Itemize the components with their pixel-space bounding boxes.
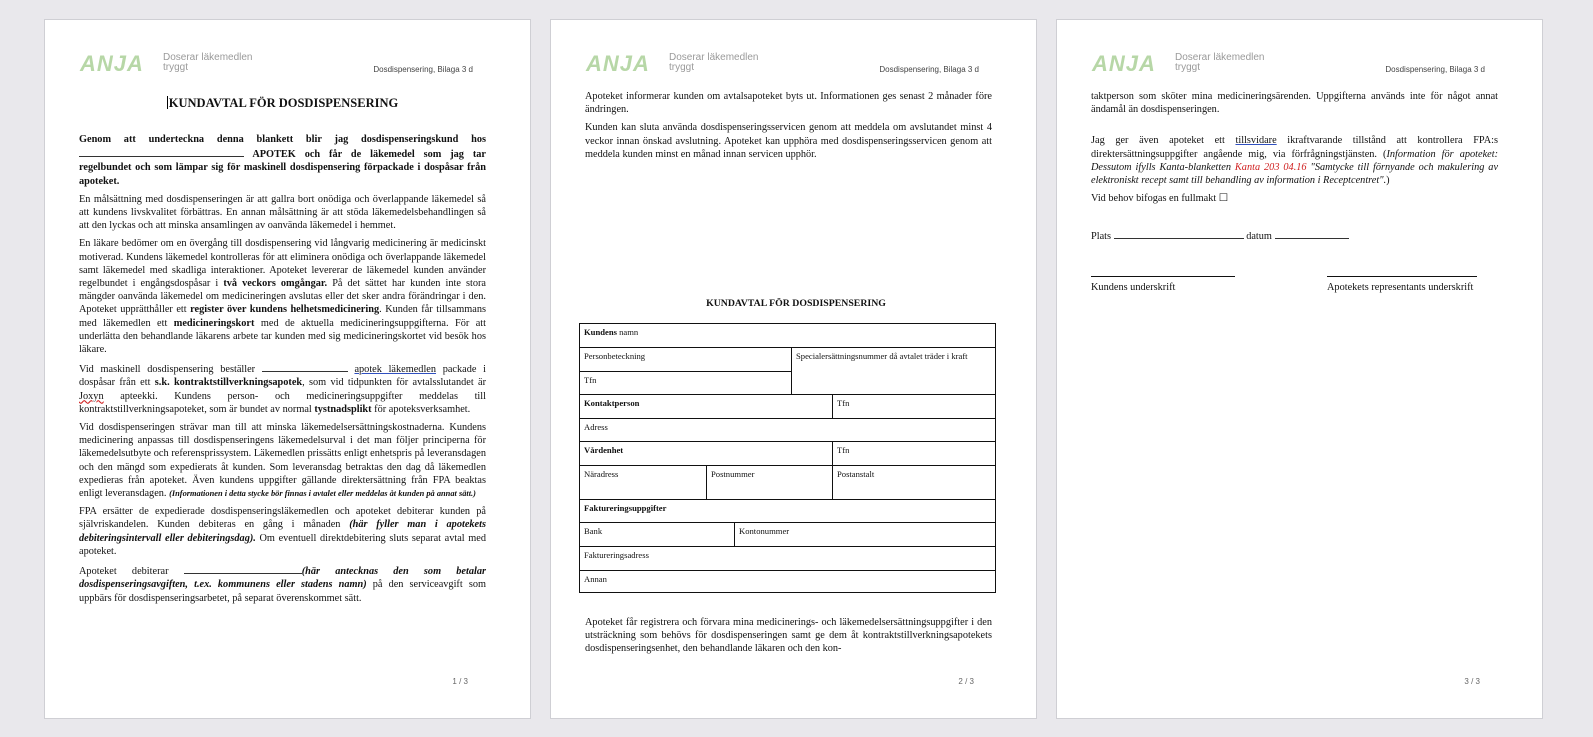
field-kundens-namn[interactable]: Kundens namn [580,324,995,348]
form-title: KUNDAVTAL FÖR DOSDISPENSERING [706,298,886,309]
paragraph-power-of-attorney: Vid behov bifogas en fullmakt ☐ [1091,193,1229,205]
document-page-1 [44,19,531,719]
logo-wordmark: ANJA [1092,51,1156,76]
place-blank[interactable] [1114,228,1244,239]
paragraph-doctor: En läkare bedömer om en övergång till dosdispensering vid långvarig medicinering är medicinskt motiverad. Kundens läkemedel kontrolleras för att eliminera onödiga och överlappande läkemedel samt läkemedel med skadliga interaktioner. Apoteket levererar de läkemedel kunden använder regelbundet i engångsdospåsar i två veckors omgångar. På det sättet har kunden inte stora mängder oanvända läkemedel om medicineringen avslutas eller det sker andra förändringar i den. Apoteket upprätthåller ett register över kundens helhetsmedicinering. Kunden får tillsammans med läkemedlen ett medicineringskort med de aktuella medicineringsuppgifterna. För att underlätta den behandlande läkarens arbete tar kunden med sig medicineringskortet vid besök hos läkare. [79,238,487,356]
order-blank [262,361,348,372]
page-2-body[interactable] [585,90,992,166]
header-doc-ref: Dosdispensering, Bilaga 3 d [373,65,473,74]
field-vardenhet[interactable]: Vårdenhet [580,442,833,466]
paragraph-machine: Vid maskinell dosdispensering beställer apotek läkemedlen packade i dospåsar från ett s.k. kontraktstillverkningsapotek, som vid tidpunkten för avtalsslutandet är Joxyn apteekki. Kundens person- och medicineringsuppgifter meddelas till kontraktstillverkningsapoteket, som är bundet av normal tystnadsplikt för apoteksverksamhet. [79,361,486,416]
payer-blank [184,563,302,574]
date-blank[interactable] [1275,228,1349,239]
field-kontaktperson[interactable]: Kontaktperson [580,395,833,419]
document-page-3 [1056,19,1543,719]
customer-form-table [579,323,996,593]
paragraph-fpa: FPA ersätter de expedierade dosdispenseringsläkemedlen och apoteket debiterar kunden på självriskandelen. Kunden debiteras en gång i månaden (här fyller man i apotekets debiteringsintervall eller debiteringsdag). Om eventuell direktdebitering sluts separat avtal med apoteket. [79,506,486,557]
field-bank[interactable]: Bank [580,523,735,547]
field-specialersattning[interactable]: Specialersättningsnummer då avtalet träder i kraft [792,348,995,395]
page-3-body[interactable] [1091,90,1498,210]
field-postnummer[interactable]: Postnummer [707,466,833,500]
field-adress[interactable]: Adress [580,419,995,442]
pharmacy-signature-line[interactable] [1327,276,1477,277]
paragraph-goals: En målsättning med dosdispenseringen är att gallra bort onödiga och överlappande läkemedel så att kundens livskvalitet förbättras. En annan målsättning är att stöda läkemedelsbehandlingen så att den lyckas och att minska ansamlingen av oanvända läkemedel i hemmet. [79,193,486,232]
intro-paragraph: Genom att underteckna denna blankett blir jag dosdispenseringskund hos APOTEK och får de läkemedel som jag tar regelbundet och som lämpar sig för maskinell dosdispensering förpackade i dospåsar från apoteket. [79,134,486,187]
field-postanstalt[interactable]: Postanstalt [833,466,995,500]
header-doc-ref: Dosdispensering, Bilaga 3 d [1385,65,1485,74]
field-faktureringsadress[interactable]: Faktureringsadress [580,547,995,571]
field-faktureringsuppgifter[interactable]: Faktureringsuppgifter [580,500,995,523]
field-vardenhet-tfn[interactable]: Tfn [833,442,995,466]
paragraph-fee: Apoteket debiterar (här antecknas den som betalar dosdispenseringsavgiften, t.ex. kommunens eller stadens namn) på den serviceavgift som uppbärs för dosdispenseringsarbetet, på separat överenskommet sätt. [79,563,486,605]
field-personbeteckning[interactable]: Personbeteckning [580,348,792,372]
logo-tagline: Doserar läkemedlen tryggt [669,52,759,73]
place-date-line: Plats datum [1091,228,1349,242]
field-annan[interactable]: Annan [584,574,607,584]
logo-tagline: Doserar läkemedlen tryggt [1175,52,1265,73]
paragraph-termination: Kunden kan sluta använda dosdispenseringsservicen genom att meddela om avslutandet minst 4 veckor innan önskad avslutning. Apoteket kan upphöra med dosdispenseringsservicen genom att meddela kunden minst en månad innan servicen upphör. [585,122,992,160]
page-1-body[interactable] [79,133,486,610]
apotek-blank [79,146,244,157]
paragraph-costs: Vid dosdispenseringen strävar man till att minska läkemedelsersättningskostnaderna. Kundens medicinering anpassas till dosdispenseringens läkemedelsurval i det man följer principerna för läkemedelsutbyte och referensprissystem. Läkemedlen prissätts enligt enhetspris på leveransdagen och den mängd som expedierats åt kunden. Som leveransdag betraktas den dag då läkemedlen expedieras från apoteket. Även kundens uppgifter gällande direktersättning från FPA beaktas enligt leveransdagen. (Informationen i detta stycke bör finnas i avtalet eller meddelas åt kunden på annat sätt.) [79,422,486,500]
paragraph-registration: Apoteket får registrera och förvara mina medicinerings- och läkemedelsersättningsuppgifter i den utsträckning som behövs för dosdispenseringen samt ge dem åt kontraktstillverkningsapotekets dosdispenseringsenhet, den behandlande läkaren och den kon- [585,617,992,655]
page-number: 1 / 3 [452,677,468,686]
text-cursor [167,96,168,109]
field-naradress[interactable]: Näradress [580,466,707,500]
header-doc-ref: Dosdispensering, Bilaga 3 d [879,65,979,74]
field-tfn[interactable]: Tfn [580,372,792,395]
logo-wordmark: ANJA [586,51,650,76]
pharmacy-signature-label: Apotekets representants underskrift [1327,282,1474,293]
field-kontakt-tfn[interactable]: Tfn [833,395,995,419]
page-number: 2 / 3 [958,677,974,686]
field-kontonummer[interactable]: Kontonummer [735,523,995,547]
document-page-2 [550,19,1037,719]
paragraph-contact-person: taktperson som sköter mina medicineringsärenden. Uppgifterna används inte för något annat ändamål än dosdispenseringen. [1091,91,1498,116]
logo-tagline: Doserar läkemedlen tryggt [163,52,253,73]
customer-signature-label: Kundens underskrift [1091,282,1176,293]
customer-signature-line[interactable] [1091,276,1235,277]
page-title: KUNDAVTAL FÖR DOSDISPENSERING [168,96,399,110]
page-2-body-bottom[interactable] [585,616,992,661]
paragraph-change-pharmacy: Apoteket informerar kunden om avtalsapoteket byts ut. Informationen ges senast 2 månader före ändringen. [585,91,992,116]
logo-wordmark: ANJA [80,51,144,76]
paragraph-fpa-consent: Jag ger även apoteket ett tillsvidare ikraftvarande tillstånd att kontrollera FPA:s direktersättningsuppgifter angående mig, via förfrågningstjänsten. (Information för apoteket: Dessutom ifylls Kanta-blanketten Kanta 203 04.16 "Samtycke till förnyande och makulering av elektroniskt recept samt till behandling av information i Receptcentret".) [1091,135,1499,187]
page-number: 3 / 3 [1464,677,1480,686]
